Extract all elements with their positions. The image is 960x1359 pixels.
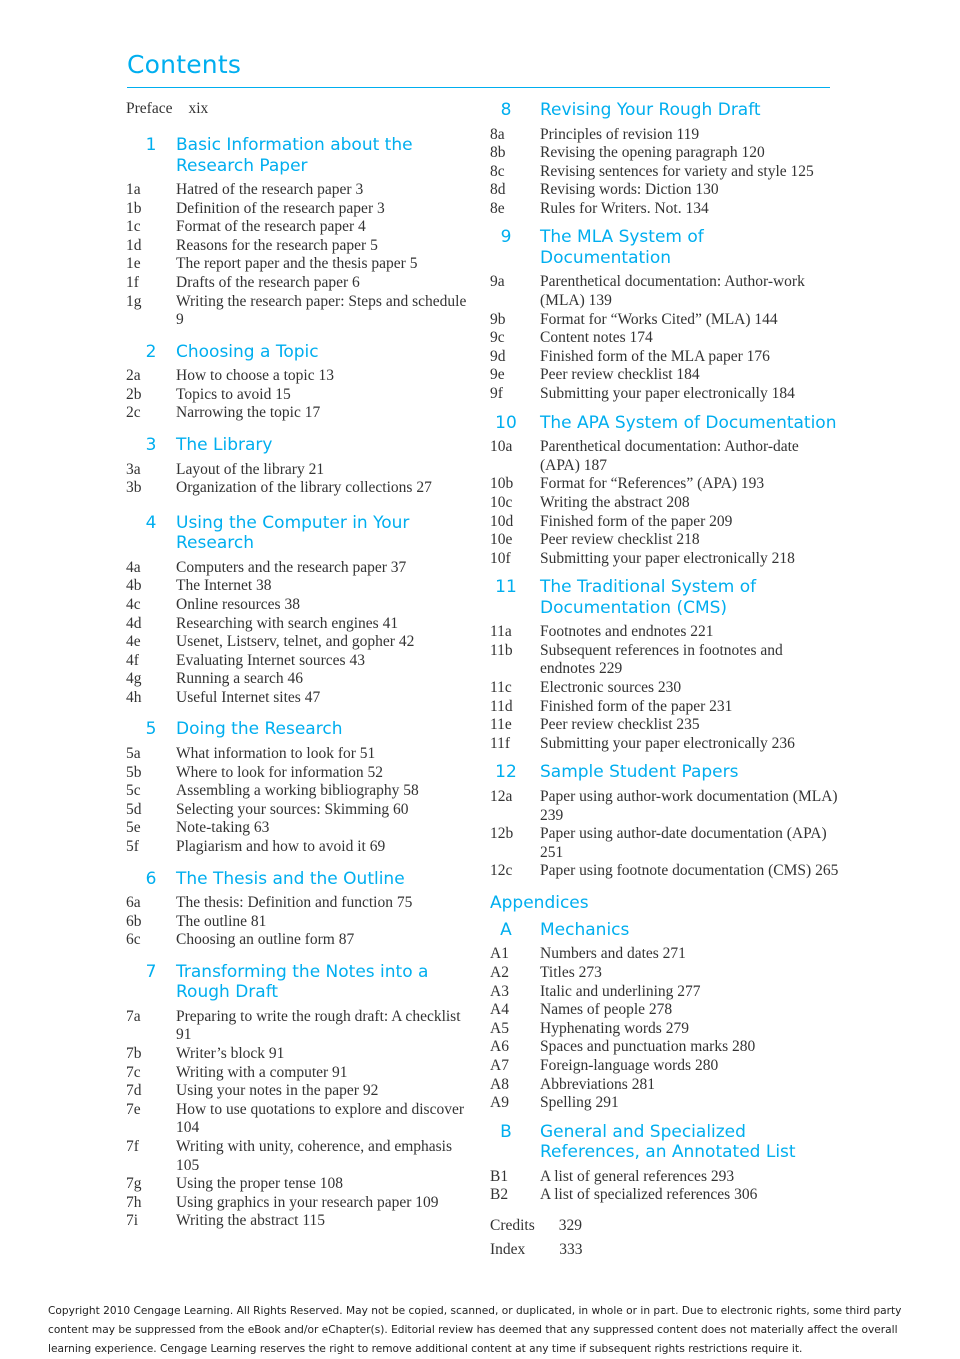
toc-chapter — [126, 719, 476, 856]
toc-entry[interactable] — [126, 1101, 476, 1138]
entry-number: 7d — [126, 1082, 142, 1100]
entry-text: Organization of the library collections 27 — [176, 479, 432, 497]
toc-entry[interactable] — [490, 716, 840, 735]
entry-number: 9a — [490, 273, 505, 291]
entry-text: Writing the abstract 208 — [540, 493, 690, 511]
chapter-title: Transforming the Notes into a Rough Draft — [176, 961, 429, 1003]
entry-text: Hatred of the research paper 3 — [176, 181, 364, 198]
entry-number: 2b — [126, 385, 142, 403]
entry-number: 7h — [126, 1193, 142, 1211]
entry-number: 6a — [126, 894, 141, 912]
entry-number: 11e — [490, 716, 512, 734]
entry-number: A6 — [490, 1038, 509, 1056]
entry-number: 5a — [126, 744, 141, 762]
entry-text: Using the proper tense 108 — [176, 1175, 344, 1193]
chapter-heading[interactable] — [490, 1122, 840, 1163]
entry-number: 4b — [126, 577, 142, 595]
entry-text: Peer review checklist 235 — [540, 716, 700, 734]
entry-number: 1f — [126, 273, 139, 291]
chapter-heading[interactable] — [490, 100, 840, 121]
toc-entry[interactable] — [490, 623, 840, 642]
toc-chapter — [490, 577, 840, 753]
entry-text: Finished form of the paper 209 — [540, 512, 733, 530]
toc-entry[interactable] — [490, 698, 840, 717]
toc-entry[interactable] — [126, 255, 476, 274]
preface-entry[interactable] — [126, 100, 476, 118]
toc-entry[interactable] — [490, 983, 840, 1002]
chapter-number: 8 — [500, 100, 512, 120]
toc-entry[interactable] — [126, 293, 476, 330]
entry-number: 9c — [490, 329, 505, 347]
toc-entry[interactable] — [490, 273, 840, 310]
entry-number: 10a — [490, 438, 513, 456]
entry-text: Parenthetical documentation: Author-date (APA) 187 — [540, 438, 799, 474]
entry-number: 10f — [490, 549, 511, 567]
toc-chapter — [490, 100, 840, 218]
toc-entry[interactable] — [126, 801, 476, 820]
entry-number: 11f — [490, 734, 511, 752]
toc-entry[interactable] — [126, 237, 476, 256]
entry-text: A list of general references 293 — [540, 1167, 735, 1185]
toc-chapter — [490, 920, 840, 1113]
toc-entry[interactable] — [126, 819, 476, 838]
entry-number: 4h — [126, 688, 142, 706]
entry-text: Writer’s block 91 — [176, 1045, 285, 1062]
chapter-heading[interactable] — [490, 227, 840, 268]
chapter-heading[interactable] — [126, 342, 476, 363]
entry-text: Parenthetical documentation: Author-work (MLA) 139 — [540, 273, 805, 310]
toc-entry[interactable] — [126, 461, 476, 480]
entry-number: 4g — [126, 670, 142, 688]
toc-entry[interactable] — [126, 404, 476, 423]
entry-number: 3a — [126, 460, 141, 478]
entry-number: 7b — [126, 1045, 142, 1062]
chapter-number: 1 — [145, 135, 157, 155]
toc-chapter — [126, 342, 476, 423]
entry-number: 8d — [490, 181, 506, 199]
preface-page: xix — [188, 100, 209, 117]
toc-entry[interactable] — [490, 385, 840, 404]
toc-entry[interactable] — [126, 559, 476, 578]
entry-text: The thesis: Definition and function 75 — [176, 894, 413, 912]
chapter-title: The MLA System of Documentation — [540, 227, 704, 268]
entry-number: 1d — [126, 236, 142, 254]
entry-number: 5c — [126, 782, 141, 800]
toc-entry[interactable] — [126, 218, 476, 237]
index-label: Index — [490, 1240, 526, 1258]
credits-page: 329 — [558, 1216, 583, 1234]
entry-text: Narrowing the topic 17 — [176, 404, 321, 422]
chapter-number: 10 — [495, 412, 517, 433]
entry-text: Drafts of the research paper 6 — [176, 273, 360, 291]
entry-text: Where to look for information 52 — [176, 763, 384, 781]
credits-entry[interactable] — [490, 1217, 840, 1235]
toc-chapter — [126, 513, 476, 708]
chapter-title: Sample Student Papers — [540, 762, 739, 783]
entry-number: A3 — [490, 982, 509, 1000]
toc-entry[interactable] — [490, 1168, 840, 1187]
entry-number: 9d — [490, 347, 506, 365]
toc-entry[interactable] — [126, 689, 476, 708]
chapter-title: Basic Information about the Research Paper — [176, 135, 413, 176]
entry-number: 11c — [490, 679, 512, 697]
toc-entry[interactable] — [490, 964, 840, 983]
entry-text: Submitting your paper electronically 184 — [540, 385, 795, 403]
entry-text: The report paper and the thesis paper 5 — [176, 255, 418, 273]
entry-number: 1c — [126, 218, 141, 236]
index-entry[interactable] — [490, 1241, 840, 1259]
entry-number: A4 — [490, 1001, 509, 1019]
chapter-number: 6 — [145, 868, 157, 889]
entry-number: 9b — [490, 310, 506, 328]
entry-text: Subsequent references in footnotes and endnotes 229 — [540, 641, 783, 678]
entry-number: 8e — [490, 199, 505, 217]
toc-entry[interactable] — [490, 438, 840, 475]
toc-entry[interactable] — [126, 633, 476, 652]
entry-text: Writing with unity, coherence, and emphasis 105 — [176, 1137, 453, 1174]
toc-entry[interactable] — [490, 126, 840, 145]
entry-text: Content notes 174 — [540, 329, 653, 347]
chapter-heading[interactable] — [490, 413, 840, 434]
toc-entry[interactable] — [490, 1186, 840, 1205]
toc-entry[interactable] — [126, 1175, 476, 1194]
entry-number: 10d — [490, 512, 514, 530]
entry-text: Electronic sources 230 — [540, 679, 682, 697]
entry-number: 5b — [126, 763, 142, 781]
toc-entry[interactable] — [126, 1212, 476, 1231]
entry-number: 7f — [126, 1137, 139, 1155]
entry-number: 4e — [126, 633, 141, 651]
entry-number: 11d — [490, 697, 513, 715]
entry-number: 11a — [490, 623, 512, 641]
entry-text: Footnotes and endnotes 221 — [540, 623, 714, 641]
entry-number: 6c — [126, 931, 141, 949]
toc-entry[interactable] — [126, 596, 476, 615]
entry-number: A8 — [490, 1075, 509, 1093]
toc-entry[interactable] — [490, 144, 840, 163]
entry-number: 7e — [126, 1100, 141, 1118]
entry-number: 12a — [490, 787, 513, 805]
entry-text: Topics to avoid 15 — [176, 385, 291, 403]
entry-number: 9f — [490, 385, 503, 403]
toc-entry[interactable] — [490, 862, 840, 881]
toc-chapter — [490, 413, 840, 569]
entry-text: Writing the abstract 115 — [176, 1212, 326, 1230]
entry-text: Numbers and dates 271 — [540, 945, 686, 963]
chapter-heading[interactable] — [490, 577, 840, 618]
chapter-number: 4 — [145, 512, 157, 533]
toc-entry[interactable] — [126, 1064, 476, 1083]
toc-entry[interactable] — [126, 913, 476, 932]
entry-number: 2a — [126, 367, 141, 385]
toc-entry[interactable] — [490, 200, 840, 219]
entry-number: 5f — [126, 837, 139, 855]
entry-text: Format for “References” (APA) 193 — [540, 475, 765, 493]
entry-text: Finished form of the paper 231 — [540, 697, 733, 715]
entry-text: Submitting your paper electronically 218 — [540, 549, 795, 567]
toc-entry[interactable] — [126, 386, 476, 405]
toc-entry[interactable] — [490, 550, 840, 569]
appendices-heading: Appendices — [490, 892, 589, 913]
entry-text: Usenet, Listserv, telnet, and gopher 42 — [176, 633, 415, 651]
chapter-heading[interactable] — [126, 513, 476, 554]
entry-number: 1a — [126, 181, 141, 198]
entry-number: 5e — [126, 819, 141, 837]
toc-entry[interactable] — [126, 652, 476, 671]
toc-entry[interactable] — [126, 1082, 476, 1101]
entry-number: A2 — [490, 964, 509, 981]
toc-entry[interactable] — [490, 788, 840, 825]
toc-entry[interactable] — [126, 838, 476, 857]
toc-left-column — [126, 100, 476, 1231]
entry-text: Definition of the research paper 3 — [176, 199, 385, 217]
toc-entry[interactable] — [126, 894, 476, 913]
chapter-number: 12 — [495, 762, 517, 783]
entry-number: 8b — [490, 144, 506, 162]
chapter-title: The Library — [176, 435, 273, 456]
toc-entry[interactable] — [490, 945, 840, 964]
entry-text: Selecting your sources: Skimming 60 — [176, 800, 409, 818]
entry-number: 7c — [126, 1063, 141, 1081]
entry-text: Layout of the library 21 — [176, 460, 325, 478]
entry-number: 8a — [490, 125, 505, 143]
entry-text: Italic and underlining 277 — [540, 982, 701, 1000]
toc-entry[interactable] — [490, 642, 840, 679]
entry-number: 11b — [490, 641, 513, 659]
entry-number: 4f — [126, 651, 139, 669]
entry-text: Spaces and punctuation marks 280 — [540, 1038, 756, 1056]
entry-number: 12b — [490, 825, 514, 843]
toc-entry[interactable] — [490, 1020, 840, 1039]
chapter-title: Doing the Research — [176, 719, 343, 740]
copyright-footer: Copyright 2010 Cengage Learning. All Rights Reserved. May not be copied, scanned, or duplicated, in whole or in part. Due to electronic rights, some third party content may be suppressed from the eBook and/or eChapter(s). Editorial review has deemed that any suppressed content does not materially affect the overall learning experience. Cengage Learning reserves the right to remove additional content at any time if subsequent rights restrictions require it. — [48, 1305, 902, 1355]
entry-number: B1 — [490, 1167, 509, 1185]
entry-number: 5d — [126, 800, 142, 818]
chapter-title: The Traditional System of Documentation (CMS) — [540, 577, 757, 618]
toc-entry[interactable] — [126, 367, 476, 386]
entry-text: Rules for Writers. Not. 134 — [540, 199, 709, 217]
entry-text: Useful Internet sites 47 — [176, 688, 321, 706]
entry-number: 1g — [126, 292, 142, 310]
entry-text: Finished form of the MLA paper 176 — [540, 347, 770, 365]
entry-number: 12c — [490, 862, 513, 880]
toc-entry[interactable] — [490, 366, 840, 385]
toc-entry[interactable] — [490, 1038, 840, 1057]
entry-number: 1b — [126, 199, 142, 217]
chapter-number: 7 — [145, 961, 157, 982]
toc-entry[interactable] — [490, 311, 840, 330]
toc-right-column — [490, 100, 840, 1259]
entry-text: Revising words: Diction 130 — [540, 181, 719, 199]
chapter-number: A — [500, 919, 512, 940]
chapter-number: 3 — [145, 435, 157, 456]
entry-text: Assembling a working bibliography 58 — [176, 782, 419, 800]
entry-text: How to choose a topic 13 — [176, 367, 334, 385]
entry-number: 10c — [490, 493, 513, 511]
toc-entry[interactable] — [490, 825, 840, 862]
chapter-number: 2 — [145, 341, 157, 362]
toc-entry[interactable] — [490, 735, 840, 754]
toc-entry[interactable] — [490, 475, 840, 494]
entry-number: 6b — [126, 912, 142, 930]
toc-entry[interactable] — [126, 764, 476, 783]
entry-text: What information to look for 51 — [176, 744, 376, 762]
entry-text: A list of specialized references 306 — [540, 1186, 758, 1204]
entry-number: B2 — [490, 1186, 509, 1204]
entry-number: 9e — [490, 366, 505, 384]
toc-entry[interactable] — [126, 1008, 476, 1045]
chapter-heading[interactable] — [126, 962, 476, 1003]
entry-text: Abbreviations 281 — [540, 1075, 655, 1093]
entry-number: A5 — [490, 1019, 509, 1037]
entry-text: Format of the research paper 4 — [176, 218, 366, 236]
entry-number: 4c — [126, 595, 141, 613]
toc-chapter — [126, 869, 476, 950]
entry-number: 2c — [126, 404, 141, 422]
entry-text: Revising sentences for variety and style 125 — [540, 162, 814, 180]
entry-text: Choosing an outline form 87 — [176, 931, 355, 949]
toc-entry[interactable] — [490, 1001, 840, 1020]
toc-chapter — [126, 962, 476, 1231]
chapter-number: B — [500, 1121, 512, 1142]
entry-text: Running a search 46 — [176, 670, 303, 688]
chapter-number: 5 — [145, 719, 157, 740]
toc-entry[interactable] — [490, 163, 840, 182]
entry-number: 1e — [126, 255, 141, 273]
toc-entry[interactable] — [490, 494, 840, 513]
toc-entry[interactable] — [490, 181, 840, 200]
entry-number: A9 — [490, 1094, 509, 1112]
toc-entry[interactable] — [126, 577, 476, 596]
toc-entry[interactable] — [126, 1194, 476, 1213]
entry-text: Foreign-language words 280 — [540, 1056, 719, 1074]
page-title: Contents — [127, 50, 242, 79]
credits-label: Credits — [490, 1216, 535, 1234]
toc-entry[interactable] — [126, 1045, 476, 1064]
entry-text: Using graphics in your research paper 109 — [176, 1193, 439, 1211]
chapter-title: General and Specialized References, an Annotated List — [540, 1121, 796, 1163]
entry-number: A7 — [490, 1056, 509, 1074]
toc-entry[interactable] — [126, 745, 476, 764]
toc-entry[interactable] — [490, 679, 840, 698]
entry-number: 4d — [126, 614, 142, 632]
entry-text: Evaluating Internet sources 43 — [176, 651, 365, 669]
toc-entry[interactable] — [490, 1076, 840, 1095]
chapter-number: 11 — [495, 577, 517, 598]
chapter-heading[interactable] — [126, 135, 476, 176]
toc-entry[interactable] — [126, 782, 476, 801]
entry-text: Titles 273 — [540, 964, 602, 981]
toc-entry[interactable] — [490, 348, 840, 367]
chapter-heading[interactable] — [126, 869, 476, 890]
chapter-title: The Thesis and the Outline — [176, 868, 405, 889]
toc-entry[interactable] — [126, 670, 476, 689]
entry-text: Plagiarism and how to avoid it 69 — [176, 837, 386, 855]
toc-entry[interactable] — [490, 531, 840, 550]
toc-entry[interactable] — [126, 200, 476, 219]
toc-entry[interactable] — [490, 1094, 840, 1113]
entry-number: 10b — [490, 475, 514, 493]
toc-entry[interactable] — [490, 1057, 840, 1076]
chapter-title: The APA System of Documentation — [540, 412, 837, 433]
toc-chapter — [126, 435, 476, 498]
toc-chapter — [490, 762, 840, 880]
entry-text: Paper using author-work documentation (MLA) 239 — [540, 787, 838, 824]
entry-text: Names of people 278 — [540, 1001, 673, 1019]
entry-text: Reasons for the research paper 5 — [176, 236, 378, 254]
entry-text: Principles of revision 119 — [540, 125, 700, 143]
entry-text: Hyphenating words 279 — [540, 1019, 689, 1037]
preface-label: Preface — [126, 100, 173, 117]
toc-chapter — [490, 1122, 840, 1205]
entry-number: 7i — [126, 1212, 139, 1230]
chapter-title: Using the Computer in Your Research — [176, 512, 410, 554]
entry-number: 7g — [126, 1175, 142, 1193]
entry-number: 10e — [490, 531, 513, 549]
toc-entry[interactable] — [126, 615, 476, 634]
chapter-title: Choosing a Topic — [176, 341, 319, 362]
toc-entry[interactable] — [126, 1138, 476, 1175]
toc-chapter — [126, 135, 476, 330]
entry-text: Submitting your paper electronically 236 — [540, 734, 795, 752]
entry-text: Preparing to write the rough draft: A checklist 91 — [176, 1007, 461, 1044]
toc-entry[interactable] — [126, 274, 476, 293]
title-rule — [127, 87, 830, 88]
entry-number: 7a — [126, 1007, 141, 1025]
entry-text: The Internet 38 — [176, 577, 272, 595]
entry-text: Peer review checklist 218 — [540, 531, 700, 549]
entry-text: Note-taking 63 — [176, 819, 270, 837]
chapter-heading[interactable] — [490, 920, 840, 941]
entry-number: 8c — [490, 162, 505, 180]
entry-text: Computers and the research paper 37 — [176, 558, 407, 576]
entry-text: Writing with a computer 91 — [176, 1063, 348, 1081]
entry-number: A1 — [490, 945, 509, 963]
toc-entry[interactable] — [126, 931, 476, 950]
chapter-title: Revising Your Rough Draft — [540, 100, 761, 120]
entry-text: Writing the research paper: Steps and schedule 9 — [176, 292, 467, 329]
entry-text: How to use quotations to explore and discover 104 — [176, 1100, 464, 1137]
entry-text: Revising the opening paragraph 120 — [540, 144, 765, 162]
entry-text: Paper using footnote documentation (CMS) 265 — [540, 862, 839, 880]
toc-entry[interactable] — [126, 479, 476, 498]
chapter-heading[interactable] — [126, 435, 476, 456]
toc-entry[interactable] — [126, 181, 476, 200]
chapter-heading[interactable] — [126, 719, 476, 740]
entry-text: Online resources 38 — [176, 595, 300, 613]
chapter-number: 9 — [500, 227, 512, 248]
entry-text: Paper using author-date documentation (APA) 251 — [540, 825, 827, 861]
entry-number: 4a — [126, 558, 141, 576]
chapter-title: Mechanics — [540, 919, 630, 940]
entry-number: 3b — [126, 479, 142, 497]
entry-text: Spelling 291 — [540, 1094, 619, 1112]
chapter-heading[interactable] — [490, 762, 840, 783]
entry-text: Researching with search engines 41 — [176, 614, 399, 632]
index-page: 333 — [559, 1240, 583, 1258]
toc-entry[interactable] — [490, 329, 840, 348]
entry-text: Format for “Works Cited” (MLA) 144 — [540, 310, 778, 328]
entry-text: The outline 81 — [176, 912, 267, 930]
toc-entry[interactable] — [490, 513, 840, 532]
entry-text: Using your notes in the paper 92 — [176, 1082, 379, 1100]
entry-text: Peer review checklist 184 — [540, 366, 700, 384]
toc-chapter — [490, 227, 840, 403]
